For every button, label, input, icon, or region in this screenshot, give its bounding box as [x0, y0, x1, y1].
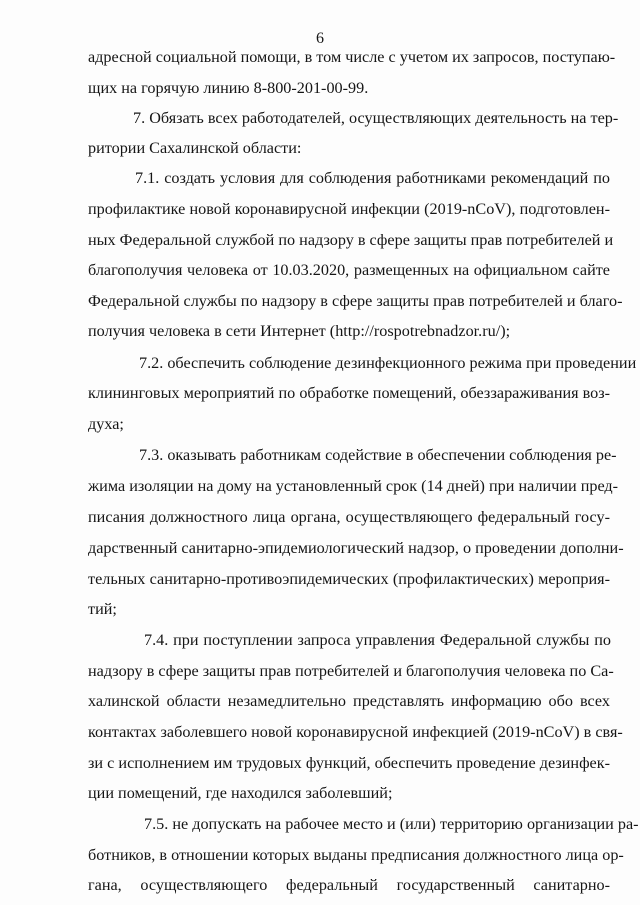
- text-line: халинской области незамедлительно представлять информацию обо всех: [88, 692, 610, 710]
- text-line: надзору в сфере защиты прав потребителей и благополучия человека по Са-: [88, 662, 614, 680]
- text-line: Федеральной службы по надзору в сфере защиты прав потребителей и благо-: [88, 292, 623, 310]
- text-line: 7.2. обеспечить соблюдение дезинфекционного режима при проведении: [139, 354, 637, 372]
- text-line: щих на горячую линию 8-800-201-00-99.: [88, 79, 369, 97]
- text-line: благополучия человека от 10.03.2020, размещенных на официальном сайте: [88, 261, 610, 279]
- text-line: ных Федеральной службой по надзору в сфере защиты прав потребителей и: [88, 231, 614, 249]
- text-line: 7.3. оказывать работникам содействие в обеспечении соблюдения ре-: [139, 446, 617, 464]
- text-line: ритории Сахалинской области:: [88, 139, 302, 157]
- text-line: 7.1. создать условия для соблюдения работниками рекомендаций по: [135, 169, 610, 187]
- text-line: духа;: [88, 415, 124, 433]
- text-line: контактах заболевшего новой коронавирусной инфекцией (2019-nCoV) в свя-: [88, 723, 623, 741]
- text-line: писания должностного лица органа, осуществляющего федеральный госу-: [88, 508, 610, 526]
- page-number: 6: [316, 30, 324, 47]
- text-line: получия человека в сети Интернет (http://rospotrebnadzor.ru/);: [88, 322, 511, 340]
- text-line: адресной социальной помощи, в том числе с учетом их запросов, поступаю-: [88, 48, 616, 66]
- text-line: зи с исполнением им трудовых функций, обеспечить проведение дезинфек-: [88, 754, 610, 772]
- text-line: ции помещений, где находился заболевший;: [88, 784, 393, 802]
- text-line: тий;: [88, 600, 117, 618]
- text-line: жима изоляции на дому на установленный срок (14 дней) при наличии пред-: [88, 477, 619, 495]
- text-line: 7.4. при поступлении запроса управления Федеральной службы по: [144, 631, 611, 649]
- text-line: клининговых мероприятий по обработке помещений, обеззараживания воз-: [88, 384, 611, 402]
- text-line: тельных санитарно-противоэпидемических (профилактических) мероприя-: [88, 570, 610, 588]
- text-line: ботников, в отношении которых выданы предписания должностного лица ор-: [88, 846, 624, 864]
- text-line: профилактике новой коронавирусной инфекции (2019-nCoV), подготовлен-: [88, 200, 610, 218]
- text-line: 7. Обязать всех работодателей, осуществляющих деятельность на тер-: [133, 109, 619, 127]
- text-line: гана, осуществляющего федеральный государственный санитарно-: [88, 876, 610, 894]
- text-line: дарственный санитарно-эпидемиологический надзор, о проведении дополни-: [88, 539, 624, 557]
- text-line: 7.5. не допускать на рабочее место и (или) территорию организации ра-: [144, 815, 639, 833]
